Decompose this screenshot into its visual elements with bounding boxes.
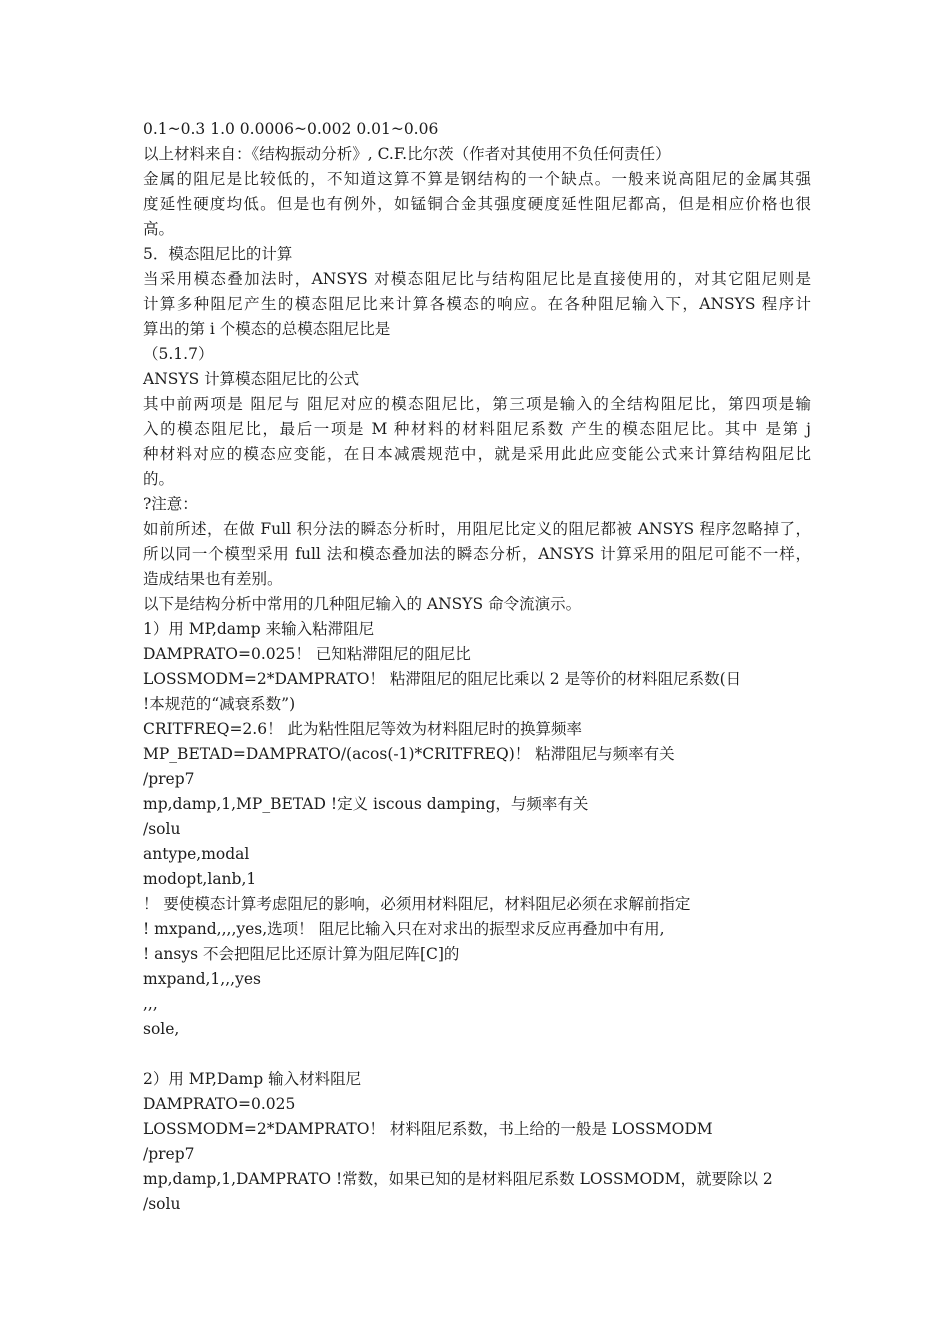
paragraph-line: 入的模态阻尼比，最后一项是 M 种材料的材料阻尼系数 产生的模态阻尼比。其中 是第 j — [143, 420, 811, 438]
section-heading: 5．模态阻尼比的计算 — [143, 245, 293, 263]
code-line: /prep7 — [143, 770, 195, 788]
paragraph-line: 度延性硬度均低。但是也有例外，如锰铜合金其强度硬度延性阻尼都高，但是相应价格也很 — [143, 195, 811, 213]
paragraph-line: 算出的第 i 个模态的总模态阻尼比是 — [143, 320, 391, 338]
code-line: DAMPRATO=0.025 — [143, 1095, 296, 1113]
paragraph-line: 高。 — [143, 220, 175, 238]
document-body — [143, 117, 811, 1217]
code-line: LOSSMODM=2*DAMPRATO！ 材料阻尼系数，书上给的一般是 LOSSMODM — [143, 1120, 713, 1138]
paragraph-line: 当采用模态叠加法时，ANSYS 对模态阻尼比与结构阻尼比是直接使用的，对其它阻尼则是 — [143, 270, 811, 288]
code-line: mp,damp,1,DAMPRATO !常数，如果已知的是材料阻尼系数 LOSSMODM，就要除以 2 — [143, 1170, 773, 1188]
paragraph-line: 计算多种阻尼产生的模态阻尼比来计算各模态的响应。在各种阻尼输入下，ANSYS 程序计 — [143, 295, 811, 313]
equation-number: （5.1.7） — [143, 345, 214, 363]
code-line: !本规范的“减衰系数”) — [143, 695, 296, 713]
note-heading: ?注意： — [143, 495, 198, 513]
blank-line — [143, 1042, 811, 1067]
paragraph-line: 的。 — [143, 470, 175, 488]
equation-caption: ANSYS 计算模态阻尼比的公式 — [143, 370, 360, 388]
source-note: 以上材料来自：《结构振动分析》, C.F.比尔茨（作者对其使用不负任何责任） — [143, 145, 671, 163]
code-line: modopt,lanb,1 — [143, 870, 257, 888]
paragraph-line: 以下是结构分析中常用的几种阻尼输入的 ANSYS 命令流演示。 — [143, 595, 582, 613]
paragraph-line: 如前所述，在做 Full 积分法的瞬态分析时，用阻尼比定义的阻尼都被 ANSYS 程序忽略掉了， — [143, 520, 811, 538]
subsection-heading: 1）用 MP,damp 来输入粘滞阻尼 — [143, 620, 375, 638]
code-line: antype,modal — [143, 845, 250, 863]
code-line: ,,, — [143, 995, 158, 1013]
code-line: /solu — [143, 820, 181, 838]
code-line: DAMPRATO=0.025！ 已知粘滞阻尼的阻尼比 — [143, 645, 471, 663]
code-line: ！ 要使模态计算考虑阻尼的影响，必须用材料阻尼，材料阻尼必须在求解前指定 — [143, 895, 691, 913]
code-line: mxpand,1,,,yes — [143, 970, 261, 988]
code-line: mp,damp,1,MP_BETAD !定义 iscous damping，与频率有关 — [143, 795, 589, 813]
paragraph-line: 金属的阻尼是比较低的，不知道这算不算是钢结构的一个缺点。一般来说高阻尼的金属其强 — [143, 170, 811, 188]
code-line: MP_BETAD=DAMPRATO/(acos(-1)*CRITFREQ)！ 粘滞阻尼与频率有关 — [143, 745, 675, 763]
code-line: sole, — [143, 1020, 180, 1038]
code-line: ! ansys 不会把阻尼比还原计算为阻尼阵[C]的 — [143, 945, 460, 963]
paragraph-line: 其中前两项是 阻尼与 阻尼对应的模态阻尼比，第三项是输入的全结构阻尼比，第四项是输 — [143, 395, 811, 413]
code-line: LOSSMODM=2*DAMPRATO！ 粘滞阻尼的阻尼比乘以 2 是等价的材料阻尼系数(日 — [143, 670, 742, 688]
paragraph-line: 种材料对应的模态应变能，在日本减震规范中，就是采用此此应变能公式来计算结构阻尼比 — [143, 445, 811, 463]
code-line: CRITFREQ=2.6！ 此为粘性阻尼等效为材料阻尼时的换算频率 — [143, 720, 583, 738]
paragraph-line: 所以同一个模型采用 full 法和模态叠加法的瞬态分析，ANSYS 计算采用的阻尼可能不一样， — [143, 545, 811, 563]
subsection-heading: 2）用 MP,Damp 输入材料阻尼 — [143, 1070, 362, 1088]
code-line: /prep7 — [143, 1145, 195, 1163]
paragraph-line: 造成结果也有差别。 — [143, 570, 283, 588]
code-line: ! mxpand,,,,yes,选项！ 阻尼比输入只在对求出的振型求反应再叠加中有用, — [143, 920, 665, 938]
table-row-values: 0.1~0.3 1.0 0.0006~0.002 0.01~0.06 — [143, 120, 439, 138]
code-line: /solu — [143, 1195, 181, 1213]
